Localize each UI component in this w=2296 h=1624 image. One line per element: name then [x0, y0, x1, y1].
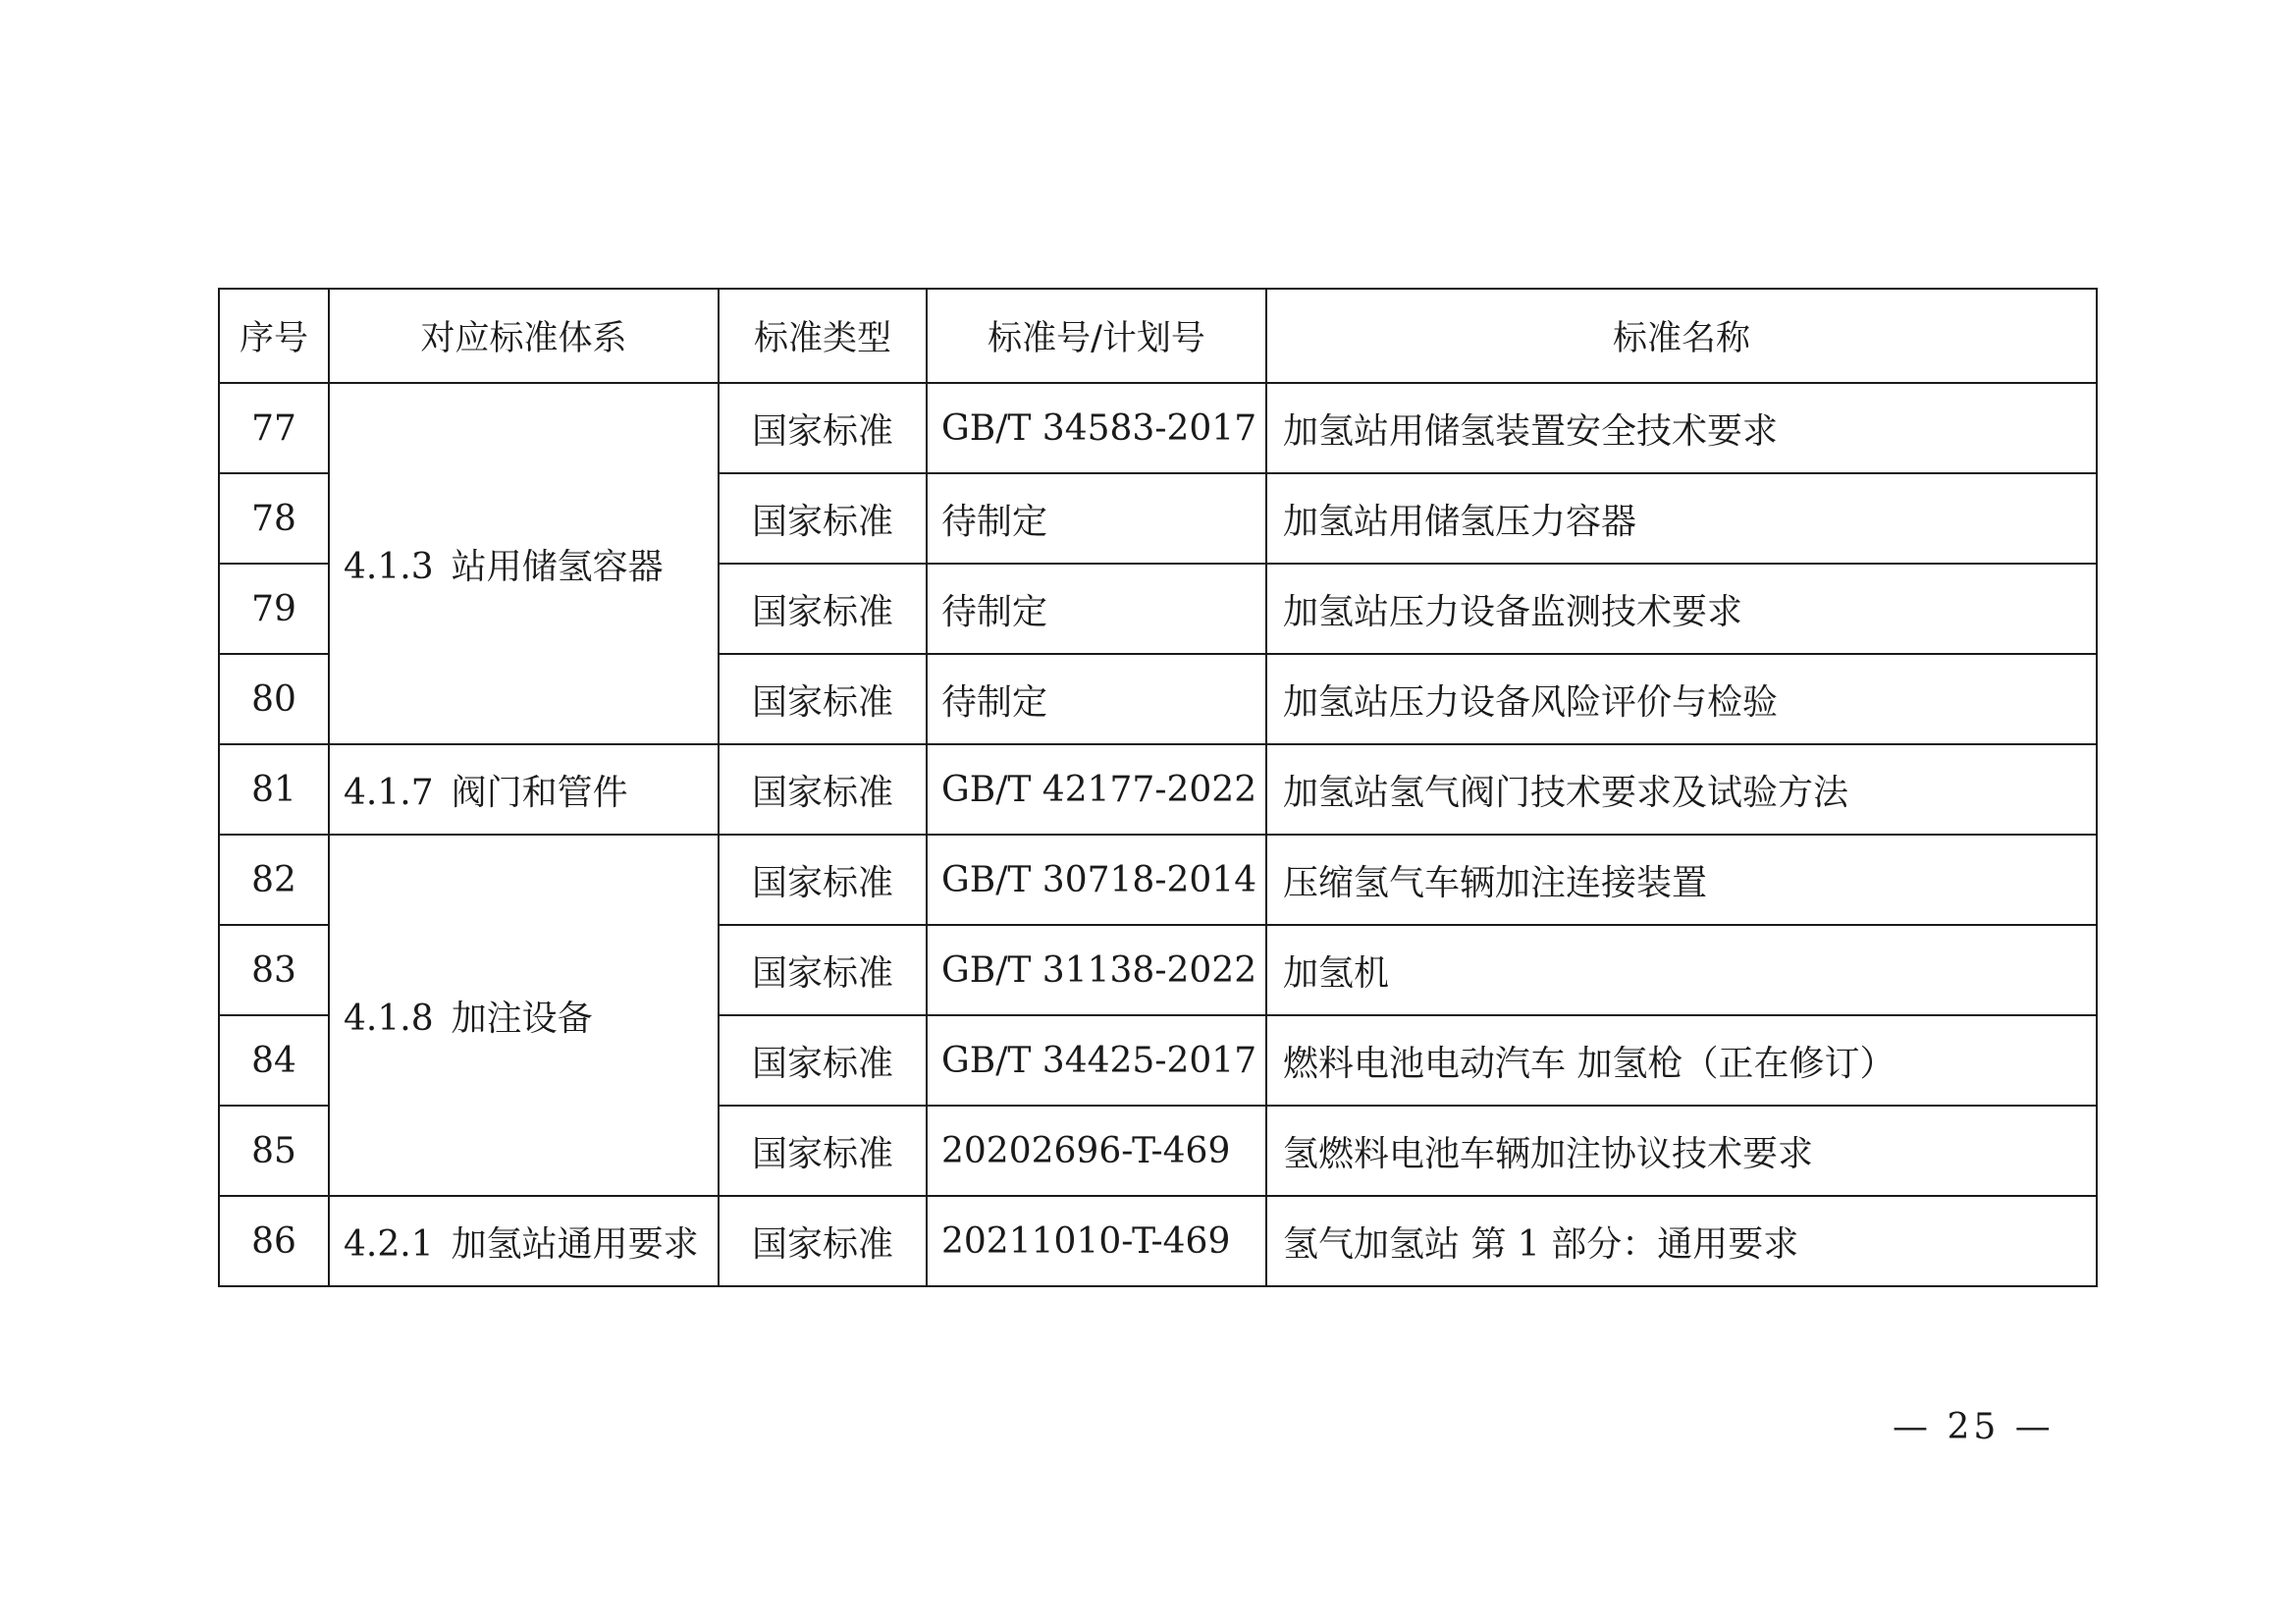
system-cell [329, 1196, 719, 1286]
system-cell [329, 383, 719, 744]
row-no: 84 [219, 1015, 329, 1106]
system-code: 4.1.8 [344, 998, 434, 1039]
row-name: 加氢站压力设备监测技术要求 [1266, 564, 2097, 654]
row-type: 国家标准 [719, 835, 927, 925]
row-type: 国家标准 [719, 473, 927, 564]
row-type: 国家标准 [719, 383, 927, 473]
system-code: 4.2.1 [344, 1223, 434, 1265]
row-no: 81 [219, 744, 329, 835]
header-type: 标准类型 [719, 289, 927, 383]
row-no: 80 [219, 654, 329, 744]
row-name: 压缩氢气车辆加注连接装置 [1266, 835, 2097, 925]
row-name: 加氢站用储氢装置安全技术要求 [1266, 383, 2097, 473]
row-type: 国家标准 [719, 654, 927, 744]
header-system: 对应标准体系 [329, 289, 719, 383]
header-name: 标准名称 [1266, 289, 2097, 383]
system-cell [329, 835, 719, 1196]
row-type: 国家标准 [719, 1015, 927, 1106]
header-no: 序号 [219, 289, 329, 383]
table-row [219, 835, 2097, 925]
row-name: 加氢站用储氢压力容器 [1266, 473, 2097, 564]
page-number: — 25 — [1893, 1407, 2055, 1447]
row-type: 国家标准 [719, 925, 927, 1015]
row-name: 加氢站氢气阀门技术要求及试验方法 [1266, 744, 2097, 835]
header-code: 标准号/计划号 [927, 289, 1266, 383]
row-no: 82 [219, 835, 329, 925]
table-header-row [219, 289, 2097, 383]
row-code: 待制定 [927, 564, 1266, 654]
standards-table [218, 288, 2098, 1287]
row-code: 待制定 [927, 473, 1266, 564]
system-name: 阀门和管件 [451, 772, 628, 813]
row-type: 国家标准 [719, 1106, 927, 1196]
row-code: GB/T 34583-2017 [927, 383, 1266, 473]
row-name: 加氢站压力设备风险评价与检验 [1266, 654, 2097, 744]
row-no: 83 [219, 925, 329, 1015]
table-row [219, 744, 2097, 835]
row-name: 氢气加氢站 第 1 部分：通用要求 [1266, 1196, 2097, 1286]
row-name: 加氢机 [1266, 925, 2097, 1015]
row-code: 20202696-T-469 [927, 1106, 1266, 1196]
system-name: 加氢站通用要求 [451, 1223, 699, 1265]
row-type: 国家标准 [719, 1196, 927, 1286]
system-name: 加注设备 [451, 998, 593, 1039]
row-code: GB/T 30718-2014 [927, 835, 1266, 925]
row-code: 20211010-T-469 [927, 1196, 1266, 1286]
row-no: 78 [219, 473, 329, 564]
row-code: GB/T 34425-2017 [927, 1015, 1266, 1106]
row-code: GB/T 42177-2022 [927, 744, 1266, 835]
row-code: GB/T 31138-2022 [927, 925, 1266, 1015]
system-name: 站用储氢容器 [451, 546, 664, 587]
table-row [219, 1196, 2097, 1286]
row-type: 国家标准 [719, 744, 927, 835]
row-no: 85 [219, 1106, 329, 1196]
row-no: 77 [219, 383, 329, 473]
row-name: 燃料电池电动汽车 加氢枪（正在修订） [1266, 1015, 2097, 1106]
table-row [219, 383, 2097, 473]
row-no: 79 [219, 564, 329, 654]
row-name: 氢燃料电池车辆加注协议技术要求 [1266, 1106, 2097, 1196]
row-code: 待制定 [927, 654, 1266, 744]
system-code: 4.1.3 [344, 546, 434, 587]
system-code: 4.1.7 [344, 772, 434, 813]
row-type: 国家标准 [719, 564, 927, 654]
system-cell [329, 744, 719, 835]
row-no: 86 [219, 1196, 329, 1286]
